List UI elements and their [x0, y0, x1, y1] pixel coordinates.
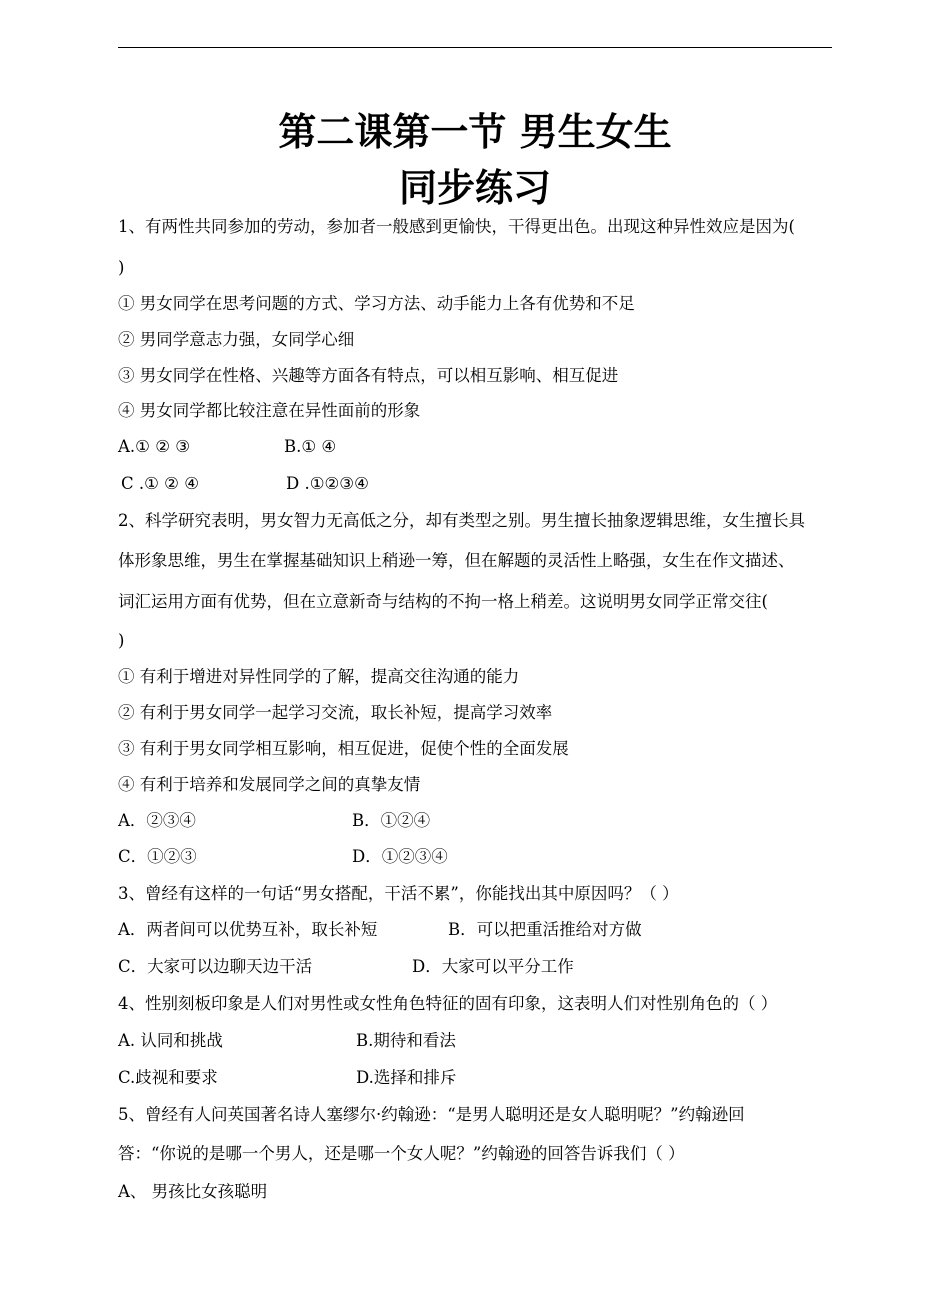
header-rule	[118, 47, 832, 48]
q2-item-2: ② 有利于男女同学一起学习交流，取长补短，提高学习效率	[118, 703, 553, 722]
q1-option-b: B.① ④	[284, 437, 337, 456]
q1-option-d: D .①②③④	[286, 474, 369, 493]
q2-item-4: ④ 有利于培养和发展同学之间的真挚友情	[118, 775, 421, 794]
page-title: 第二课第一节 男生女生	[278, 110, 672, 154]
q2-stem-line-4: )	[118, 631, 125, 650]
q5-option-a: A、 男孩比女孩聪明	[118, 1182, 268, 1201]
q4-option-d: D.选择和排斥	[356, 1068, 457, 1087]
q4-option-a: A. 认同和挑战	[118, 1031, 223, 1050]
q2-stem-line-1: 2、科学研究表明，男女智力无高低之分，却有类型之别。男生擅长抽象逻辑思维，女生擅长具	[118, 511, 805, 530]
q1-stem-line-2: )	[118, 258, 125, 277]
q4-option-b: B.期待和看法	[356, 1031, 456, 1050]
q3-option-c: C．大家可以边聊天边干活	[118, 957, 313, 976]
q2-option-c: C．①②③	[118, 847, 197, 866]
q1-item-1: ① 男女同学在思考问题的方式、学习方法、动手能力上各有优势和不足	[118, 294, 635, 313]
q3-option-a: A．两者间可以优势互补，取长补短	[118, 920, 378, 939]
q4-stem: 4、性别刻板印象是人们对男性或女性角色特征的固有印象，这表明人们对性别角色的（ ）	[118, 994, 778, 1013]
q2-option-a: A．②③④	[118, 811, 196, 830]
q4-option-c: C.歧视和要求	[118, 1068, 218, 1087]
q1-stem-line-1: 1、有两性共同参加的劳动，参加者一般感到更愉快，干得更出色。出现这种异性效应是因为(	[118, 217, 795, 236]
page-subtitle: 同步练习	[398, 166, 551, 210]
q3-option-b: B．可以把重活推给对方做	[448, 920, 642, 939]
q2-item-1: ① 有利于增进对异性同学的了解，提高交往沟通的能力	[118, 667, 520, 686]
q3-option-d: D．大家可以平分工作	[412, 957, 574, 976]
q2-option-d: D．①②③④	[352, 847, 448, 866]
q1-item-3: ③ 男女同学在性格、兴趣等方面各有特点，可以相互影响、相互促进	[118, 366, 619, 385]
q5-stem-line-2: 答：“你说的是哪一个男人，还是哪一个女人呢？”约翰逊的回答告诉我们（ ）	[118, 1144, 685, 1163]
q1-option-c: C .① ② ④	[121, 474, 199, 493]
q1-option-a: A.① ② ③	[118, 437, 191, 456]
q2-option-b: B．①②④	[352, 811, 431, 830]
q2-stem-line-2: 体形象思维，男生在掌握基础知识上稍逊一筹，但在解题的灵活性上略强，女生在作文描述、	[118, 551, 795, 570]
q1-item-4: ④ 男女同学都比较注意在异性面前的形象	[118, 401, 421, 420]
q2-stem-line-3: 词汇运用方面有优势，但在立意新奇与结构的不拘一格上稍差。这说明男女同学正常交往(	[118, 592, 768, 611]
q2-item-3: ③ 有利于男女同学相互影响，相互促进，促使个性的全面发展	[118, 739, 569, 758]
q5-stem-line-1: 5、曾经有人问英国著名诗人塞缪尔·约翰逊：“是男人聪明还是女人聪明呢？”约翰逊回	[118, 1105, 745, 1124]
q1-item-2: ② 男同学意志力强，女同学心细	[118, 330, 355, 349]
q3-stem: 3、曾经有这样的一句话“男女搭配，干活不累”，你能找出其中原因吗？（ ）	[118, 884, 679, 903]
